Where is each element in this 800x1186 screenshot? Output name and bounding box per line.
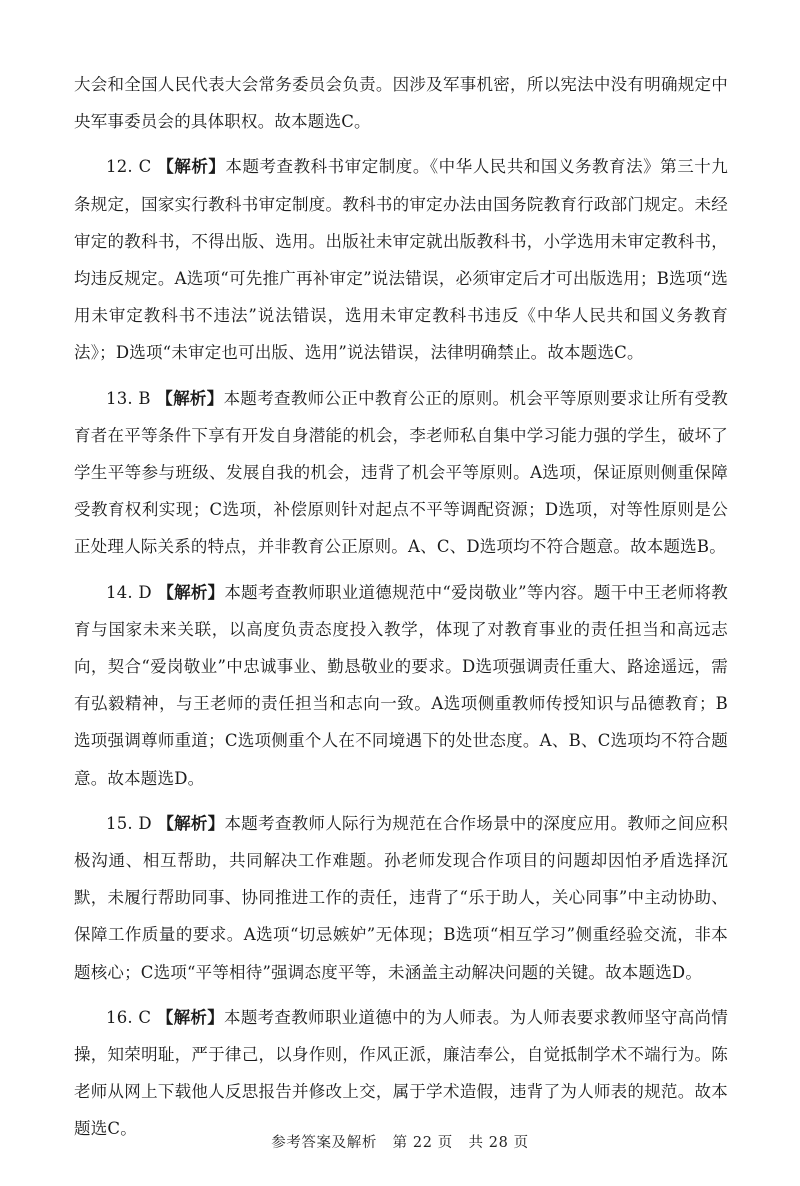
answer-letter: D	[138, 582, 152, 602]
answer-letter: C	[138, 157, 152, 177]
question-number: 16.	[106, 1007, 133, 1027]
question-number: 12.	[106, 157, 133, 177]
paragraph-continued	[74, 66, 728, 140]
footer-total-pages: 共 28 页	[468, 1135, 529, 1151]
paragraph-text: 本题考查教师职业道德规范中“爱岗敬业”等内容。题干中王老师将教育与国家未来关联，以高度负责态度投入教学，体现了对教育事业的责任担当和高远志向，契合“爱岗敬业”中忠诚事业、勤恳敬业的要求。D选项强调责任重大、路途遥远，需有弘毅精神，与王老师的责任担当和志向一致。A选项侧重教师传授知识与品德教育；B选项强调尊师重道；C选项侧重个人在不同境遇下的处世态度。A、B、C选项均不符合题意。故本题选D。	[74, 582, 728, 788]
analysis-tag: 【解析】	[157, 813, 225, 833]
paragraph-text: 本题考查教师职业道德中的为人师表。为人师表要求教师坚守高尚情操，知荣明耻，严于律己，以身作则，作风正派，廉洁奉公，自觉抵制学术不端行为。陈老师从网上下载他人反思报告并修改上交，属于学术造假，违背了为人师表的规范。故本题选C。	[74, 1007, 729, 1139]
analysis-tag: 【解析】	[156, 1007, 225, 1027]
analysis-tag: 【解析】	[157, 157, 226, 177]
page-footer	[0, 1131, 800, 1152]
analysis-tag: 【解析】	[156, 388, 224, 408]
paragraph-text: 本题考查教师人际行为规范在合作场景中的深度应用。教师之间应积极沟通、相互帮助，共同解决工作难题。孙老师发现合作项目的问题却因怕矛盾选择沉默，未履行帮助同事、协同推进工作的责任，违背了“乐于助人，关心同事”中主动协助、保障工作质量的要求。A选项“切忌嫉妒”无体现；B选项“相互学习”侧重经验交流，非本题核心；C选项“平等相待”强调态度平等，未涵盖主动解决问题的关键。故本题选D。	[74, 813, 728, 982]
question-number: 14.	[106, 582, 133, 602]
answer-letter: D	[138, 813, 152, 833]
answer-letter: B	[138, 388, 151, 408]
question-13-explanation	[74, 380, 728, 566]
question-12-explanation	[74, 148, 728, 371]
question-number: 15.	[106, 813, 133, 833]
paragraph-text: 本题考查教科书审定制度。《中华人民共和国义务教育法》第三十九条规定，国家实行教科书审定制度。教科书的审定办法由国务院教育行政部门规定。未经审定的教科书，不得出版、选用。出版社未审定就出版教科书，小学选用未审定教科书，均违反规定。A选项“可先推广再补审定”说法错误，必须审定后才可出版选用；B选项“选用未审定教科书不违法”说法错误，选用未审定教科书违反《中华人民共和国义务教育法》；D选项“未审定也可出版、选用”说法错误，法律明确禁止。故本题选C。	[74, 157, 728, 363]
paragraph-text: 本题考查教师公正中教育公正的原则。机会平等原则要求让所有受教育者在平等条件下享有开发自身潜能的机会，李老师私自集中学习能力强的学生，破坏了学生平等参与班级、发展自我的机会，违背了机会平等原则。A选项，保证原则侧重保障受教育权利实现；C选项，补偿原则针对起点不平等调配资源；D选项，对等性原则是公正处理人际关系的特点，并非教育公正原则。A、C、D选项均不符合题意。故本题选B。	[74, 388, 728, 557]
paragraph-text: 大会和全国人民代表大会常务委员会负责。因涉及军事机密，所以宪法中没有明确规定中央军事委员会的具体职权。故本题选C。	[74, 75, 728, 132]
analysis-tag: 【解析】	[157, 582, 225, 602]
answer-explanations	[74, 66, 728, 1148]
question-15-explanation	[74, 805, 728, 991]
footer-page-number: 第 22 页	[392, 1135, 453, 1151]
footer-title: 参考答案及解析	[271, 1135, 377, 1151]
question-14-explanation	[74, 574, 728, 797]
answer-letter: C	[138, 1007, 152, 1027]
question-16-explanation	[74, 999, 728, 1148]
question-number: 13.	[106, 388, 133, 408]
